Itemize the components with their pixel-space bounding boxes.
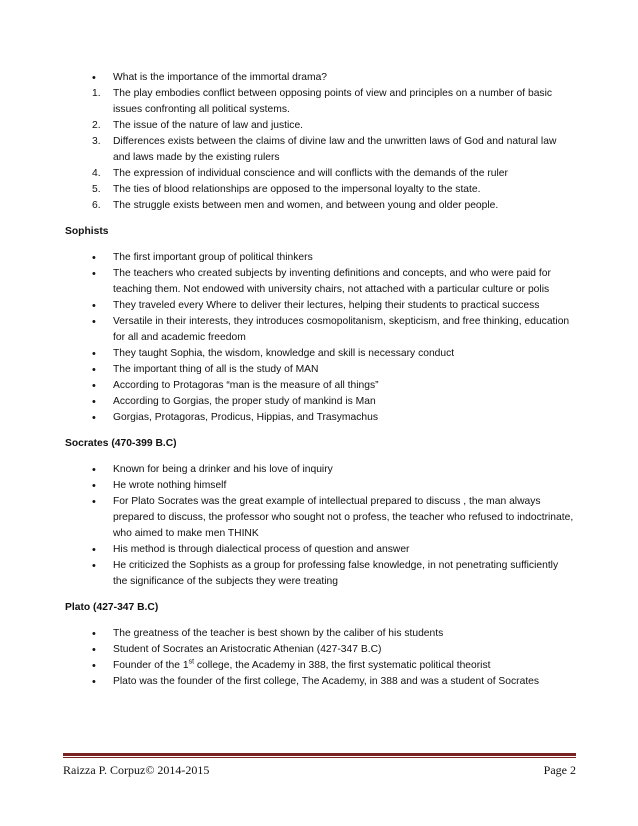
item-number: 3. xyxy=(92,136,101,147)
item-number: 5. xyxy=(92,184,101,195)
item-text: The issue of the nature of law and justice. xyxy=(113,120,304,131)
item-text: The play embodies conflict between opposing points of view and principles on a number of basic issues confronting all political systems. xyxy=(113,88,553,115)
list-item xyxy=(65,658,575,674)
list-item: • The first important group of political thinkers xyxy=(65,250,575,266)
numbered-item xyxy=(65,118,575,134)
numbered-item xyxy=(65,198,575,214)
socrates-list xyxy=(65,462,575,590)
item-text-end: college, the Academy in 388, the first systematic political theorist xyxy=(194,660,491,671)
list-item: • He criticized the Sophists as a group for professing false knowledge, in not penetrating sufficiently the significance of the subjects they were treating xyxy=(65,558,575,590)
item-number: 6. xyxy=(92,200,101,211)
item-number: 1. xyxy=(92,88,101,99)
list-item: • According to Protagoras “man is the measure of all things” xyxy=(65,378,575,394)
socrates-heading: Socrates (470-399 B.C) xyxy=(65,438,177,449)
list-item: • Gorgias, Protagoras, Prodicus, Hippias, and Trasymachus xyxy=(65,410,575,426)
list-item: • He wrote nothing himself xyxy=(65,478,575,494)
list-item: • Plato was the founder of the first college, The Academy, in 388 and was a student of Socrates xyxy=(65,674,575,690)
item-number: 4. xyxy=(92,168,101,179)
superscript: st xyxy=(188,658,195,666)
plato-list xyxy=(65,626,575,690)
list-item: • The greatness of the teacher is best shown by the caliber of his students xyxy=(65,626,575,642)
intro-question: • What is the importance of the immortal drama? xyxy=(65,70,575,86)
page-content xyxy=(65,70,575,690)
numbered-item xyxy=(65,134,575,166)
list-item: • The teachers who created subjects by inventing definitions and concepts, and who were paid for teaching them. Not endowed with university chairs, not attached with a particular culture or polis xyxy=(65,266,575,298)
plato-heading: Plato (427-347 B.C) xyxy=(65,602,159,613)
footer-author: Raizza P. Corpuz© 2014-2015 xyxy=(63,763,210,777)
intro-answer-list xyxy=(65,86,575,214)
list-item: • They traveled every Where to deliver their lectures, helping their students to practical success xyxy=(65,298,575,314)
page-number: Page 2 xyxy=(543,763,576,777)
list-item: • His method is through dialectical process of question and answer xyxy=(65,542,575,558)
list-item: • Known for being a drinker and his love of inquiry xyxy=(65,462,575,478)
numbered-item xyxy=(65,166,575,182)
numbered-item xyxy=(65,182,575,198)
item-text-start: Founder of the 1 xyxy=(113,660,189,671)
list-item: • Versatile in their interests, they introduces cosmopolitanism, skepticism, and free thinking, education for all and academic freedom xyxy=(65,314,575,346)
numbered-item xyxy=(65,86,575,118)
item-number: 2. xyxy=(92,120,101,131)
sophists-heading: Sophists xyxy=(65,226,109,237)
list-item: • Student of Socrates an Aristocratic Athenian (427-347 B.C) xyxy=(65,642,575,658)
item-text: The ties of blood relationships are opposed to the impersonal loyalty to the state. xyxy=(113,184,481,195)
sophists-list xyxy=(65,250,575,426)
list-item: • According to Gorgias, the proper study of mankind is Man xyxy=(65,394,575,410)
list-item: • The important thing of all is the study of MAN xyxy=(65,362,575,378)
item-text: The struggle exists between men and women, and between young and older people. xyxy=(113,200,499,211)
item-text: Differences exists between the claims of divine law and the unwritten laws of God and natural law and laws made by the existing rulers xyxy=(113,136,557,163)
footer-divider xyxy=(63,753,576,758)
intro-question-list xyxy=(65,70,575,86)
list-item: • For Plato Socrates was the great example of intellectual prepared to discuss , the man always prepared to discuss, the professor who sought not o profess, the teacher who refused to indoctrinate, who aimed to make men THINK xyxy=(65,494,575,542)
item-text: The expression of individual conscience and will conflicts with the demands of the ruler xyxy=(113,168,508,179)
list-item: • They taught Sophia, the wisdom, knowledge and skill is necessary conduct xyxy=(65,346,575,362)
